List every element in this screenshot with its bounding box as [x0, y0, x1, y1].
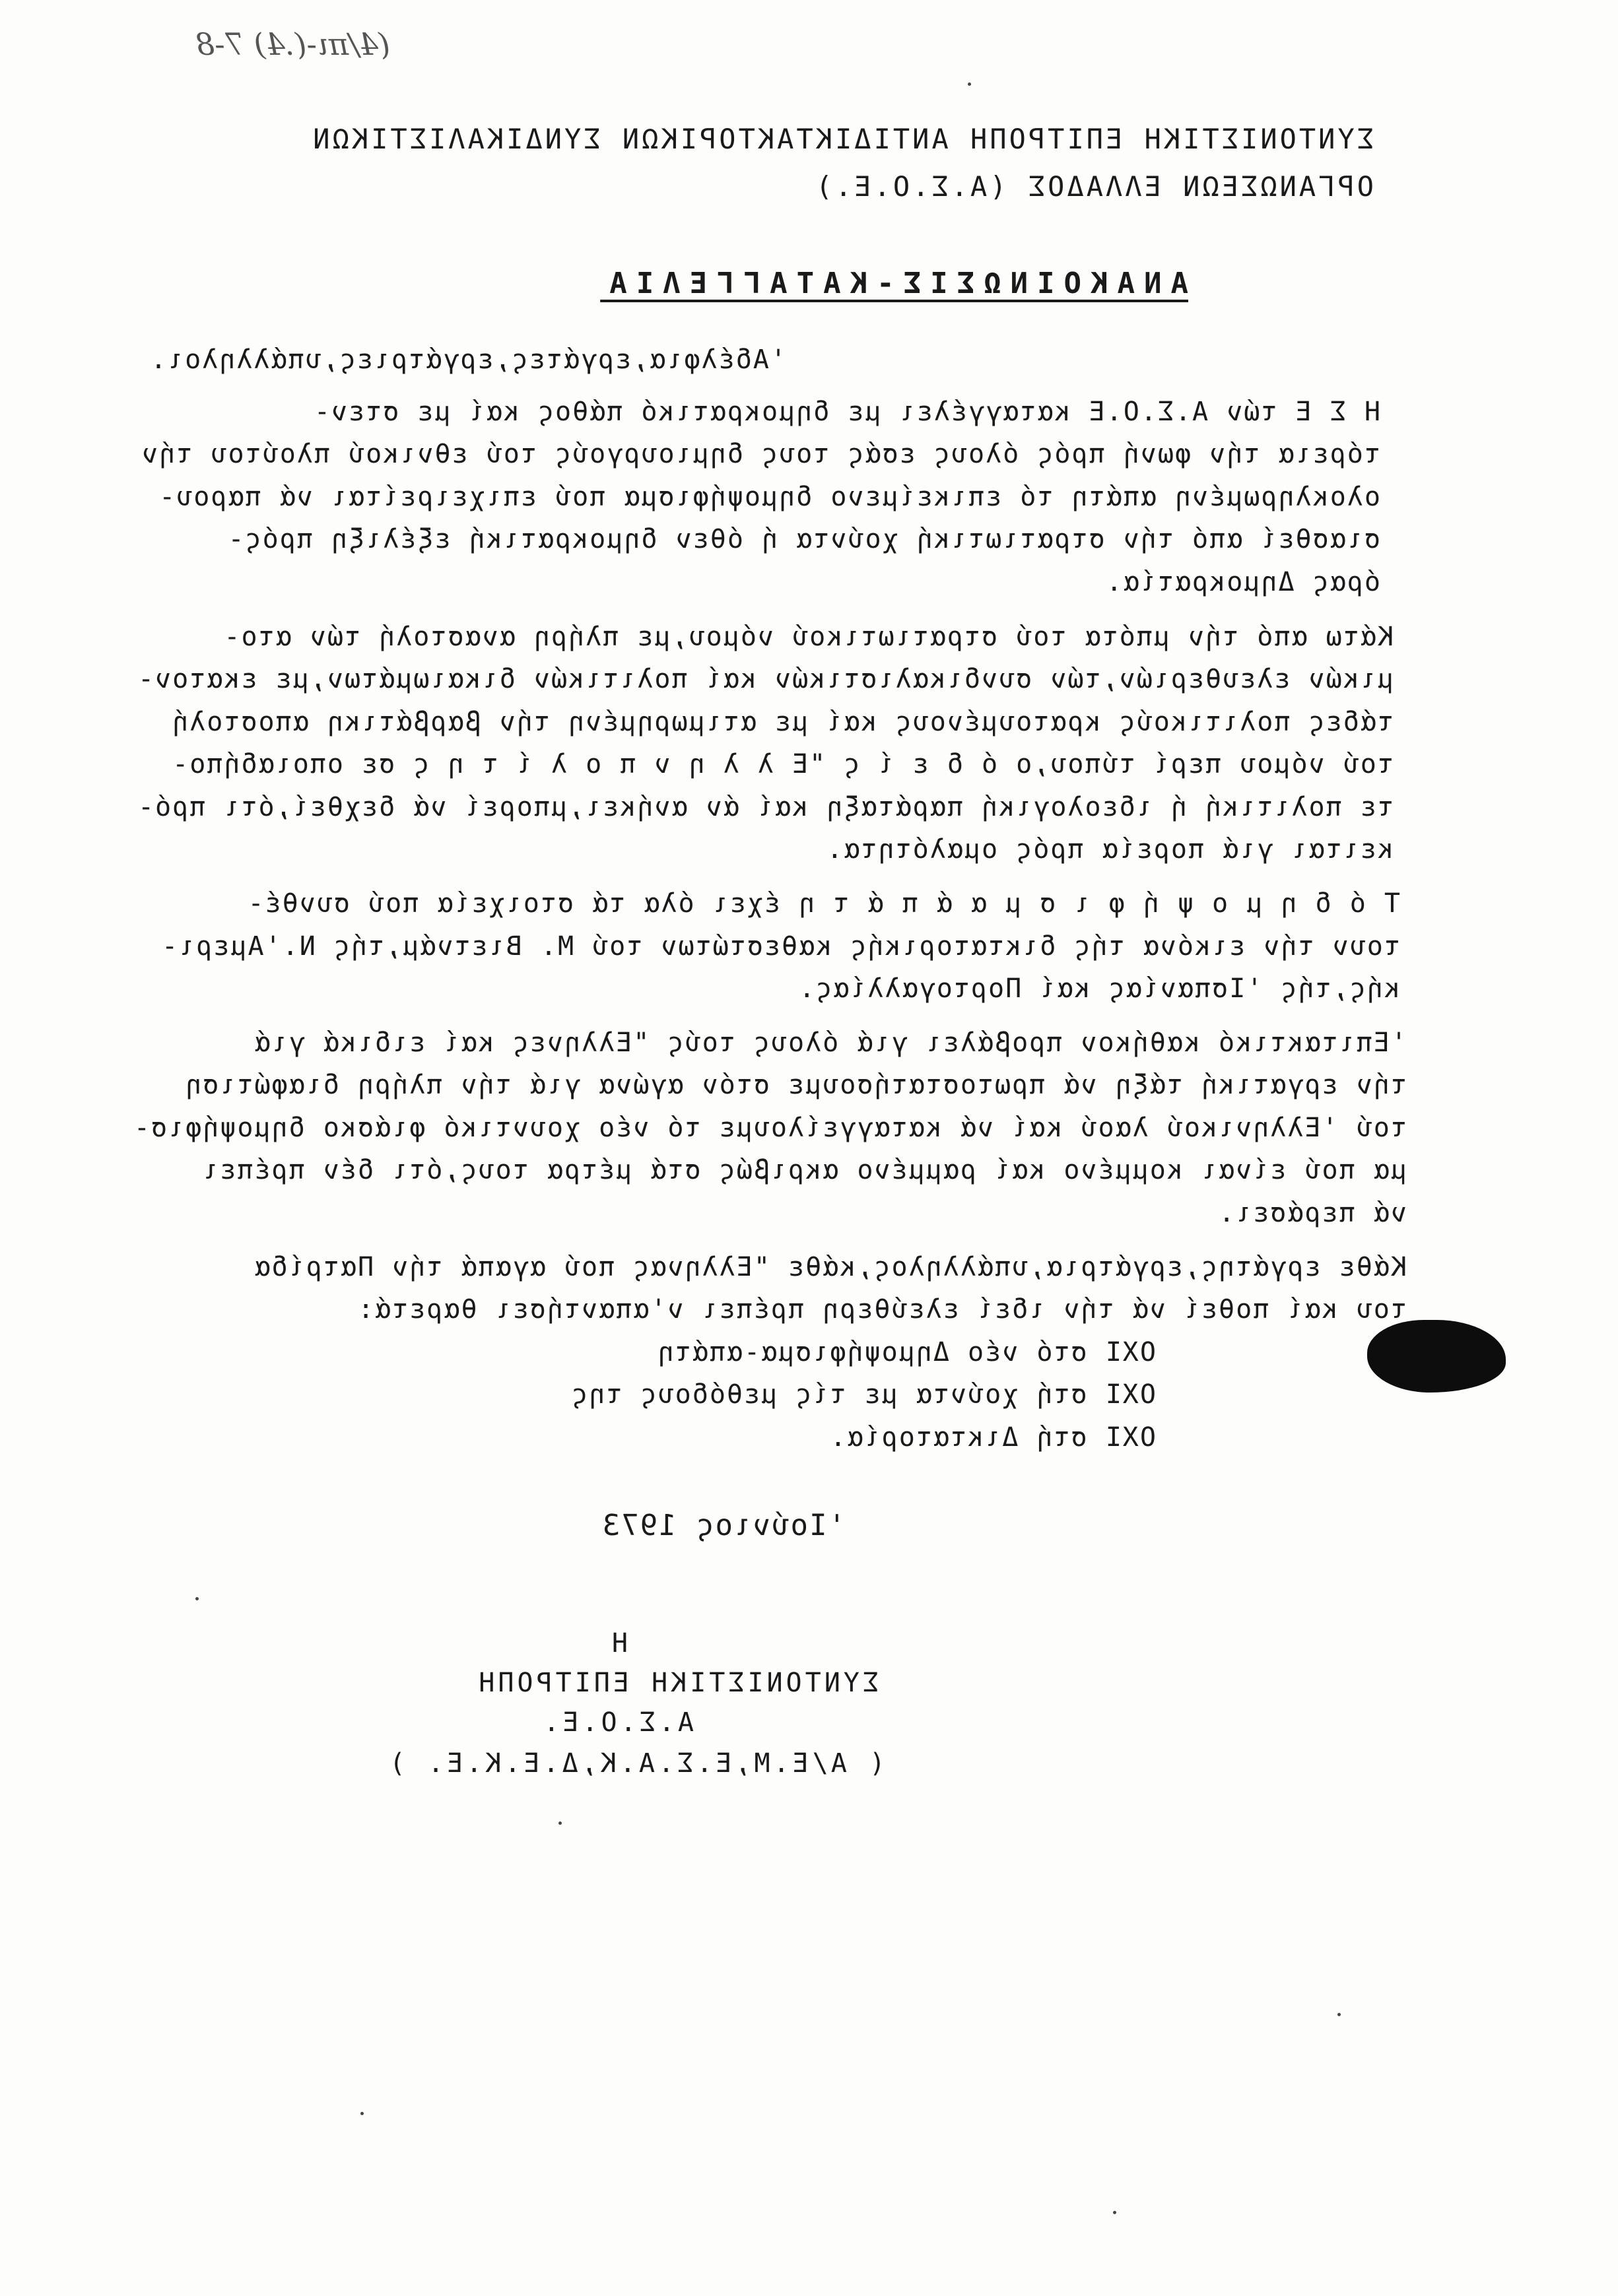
- body-line: 'Επιτακτικό καθήκον προβάλει γιά όλους τούς "Ελληνες καί ειδικά γιά: [253, 1028, 1407, 1058]
- header-line-2: ΟΡΓΑΝΩΣΕΩΝ ΕΛΛΑΔΟΣ (Α.Σ.Ο.Ε.): [813, 170, 1374, 203]
- body-line: σιασθεί από τήν στρατιωτική χούντα ή όθεν δημοκρατική εξέλιξη πρός-: [226, 524, 1380, 554]
- body-line: τού 'Ελληνικού λαού καί νά καταγγείλουμε τό νέο χουντικό φιάσκο δημοψήφισ-: [132, 1113, 1407, 1143]
- signature-line-1: Η: [610, 1628, 628, 1658]
- body-line: τουν τήν εικόνα τής δικτατορικής καθεστώτων τού Μ. Βιετνάμ,τής Ν.'Αμερι-: [160, 931, 1400, 962]
- body-line: μα πού είναι κομμένο καί ραμμένο ακριβώς στά μέτρα τους,ότι δέν πρέπει: [201, 1155, 1407, 1185]
- scan-speck: [360, 2112, 364, 2115]
- body-line: νά περάσει.: [1217, 1198, 1407, 1228]
- signature-line-3: Α.Σ.Ο.Ε.: [540, 1707, 694, 1738]
- body-line: τε πολιτική ή ιδεολογική παράταξη καί άν ανήκει,μπορεί νά δεχθεί,ότι πρό-: [137, 792, 1394, 822]
- body-line: τάδες πολιτικούς κρατουμένους καί με ατιμωρημένη τήν βαρβάτικη αποστολή: [171, 707, 1394, 737]
- body-line: ολοκληρωμένη απάτη τό επικείμενο δημοψήφισμα πού επιχειρείται νά παρου-: [158, 482, 1380, 512]
- body-line: κειται γιά πορεία πρός ομαλότητα.: [825, 834, 1394, 865]
- signature-line-2: ΣΥΝΤΟΝΙΣΤΙΚΗ ΕΠΙΤΡΟΠΗ: [475, 1668, 879, 1698]
- body-line: ΟΧΙ στή χούντα με τίς μεθόδους της: [570, 1379, 1156, 1410]
- body-line: 'Αδέλφια,εργάτες,εργάτριες,υπάλληλοι.: [149, 344, 786, 375]
- body-line: Κάτω από τήν μπότα τού στρατιωτικού νόμου,με πλήρη αναστολή τών ατο-: [222, 622, 1394, 652]
- body-line: του καί ποθεί νά τήν ιδεί ελεύθερη πρέπει ν'απαντήσει θαρετά:: [356, 1294, 1407, 1325]
- body-line: μικών ελευθεριών,τών συνδικαλιστικών καί πολιτικών δικαιωμάτων,με εκατον-: [137, 664, 1394, 694]
- body-line: Κάθε εργάτης,εργάτρια,υπάλληλος,κάθε "Ελληνας πού αγαπά τήν Πατρίδα: [253, 1252, 1407, 1282]
- signature-line-4: ( Α/Ε.Μ,Ε.Σ.Α.Κ,Δ.Ε.Κ.Ε. ): [386, 1748, 885, 1779]
- body-line: τού νόμου περί τύπου,ο ό δ ε ί ς "Ε λ λ η ν π ο λ ί τ η ς σε οποιαδήπο-: [171, 749, 1394, 779]
- body-line: Η Σ Ε τών Α.Σ.Ο.Ε καταγγέλει με δημοκρατικό πάθος καί με στεν-: [312, 397, 1380, 427]
- document-title: ΑΝΑΚΟΙΝΩΣΙΣ-ΚΑΤΑΓΓΕΛΙΑ: [600, 267, 1188, 300]
- body-line: ΟΧΙ στό νέο Δημοψήφισμα-απάτη: [656, 1337, 1156, 1367]
- ink-blot: [1367, 1320, 1506, 1393]
- scan-speck: [1113, 2211, 1116, 2214]
- scan-speck: [968, 82, 971, 86]
- body-line: Τ ό δ η μ ο ψ ή φ ι σ μ α ά π ά τ η έχει όλα τά στοιχεία πού συνθέ-: [246, 888, 1400, 919]
- body-line: ΟΧΙ στή Δικτατορία.: [828, 1422, 1156, 1453]
- handwritten-archive-note: (4/πι-(.4) 7-8: [195, 26, 390, 62]
- scan-speck: [195, 1597, 199, 1600]
- body-line: κής,τής 'Ισπανίας καί Πορτογαλλίας.: [797, 973, 1400, 1004]
- scan-speck: [558, 1821, 562, 1825]
- body-line: τήν εργατική τάξη νά πρωτοστατήσουμε στόν αγώνα γιά τήν πλήρη διαφώτιση: [184, 1070, 1407, 1100]
- header-line-1: ΣΥΝΤΟΝΙΣΤΙΚΗ ΕΠΙΤΡΟΠΗ ΑΝΤΙΔΙΚΤΑΚΤΟΡΙΚΩΝ ΣΥΝΔΙΚΑΛΙΣΤΙΚΩΝ: [310, 123, 1374, 155]
- document-date: 'Ιούνιος 1973: [601, 1509, 846, 1542]
- body-line: όρας Δημοκρατία.: [1104, 567, 1380, 597]
- body-line: τόρεια τήν φωνή πρός όλους εσάς τους δημιουργούς τού εθνικού πλούτου τήν: [141, 439, 1380, 469]
- scan-speck: [1337, 2013, 1341, 2016]
